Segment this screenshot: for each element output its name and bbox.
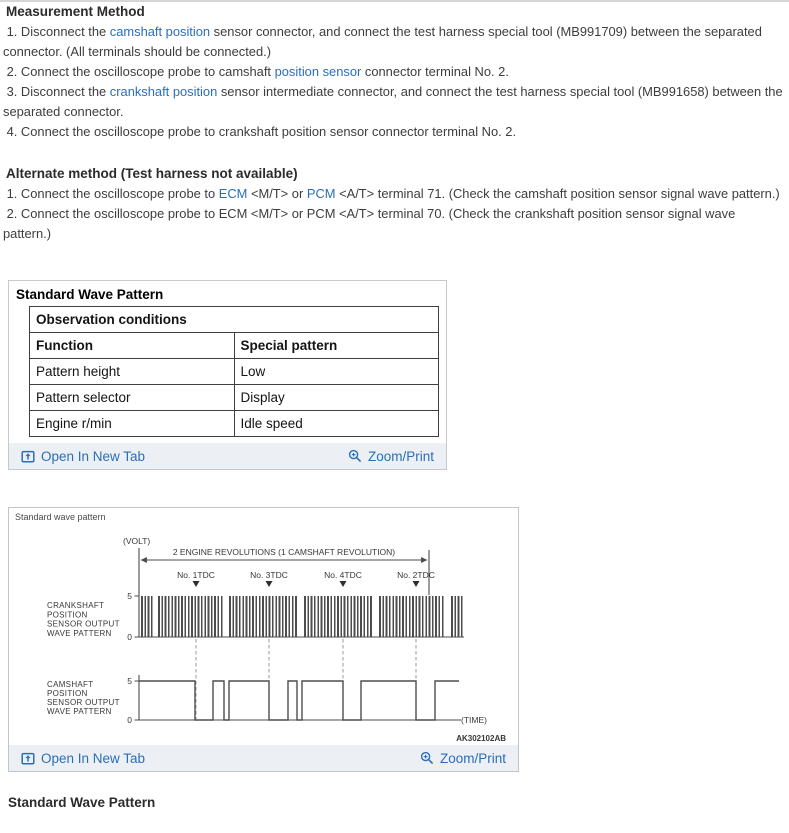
table-cell: Pattern height — [30, 359, 235, 385]
alternate-steps — [0, 184, 789, 244]
open-in-new-tab-link[interactable] — [21, 751, 145, 766]
measurement-steps — [0, 22, 789, 142]
step-paragraph — [0, 204, 783, 244]
svg-text:POSITION: POSITION — [47, 689, 88, 698]
figure-caption: Standard wave pattern — [15, 512, 106, 522]
step-paragraph — [0, 122, 783, 142]
svg-text:POSITION: POSITION — [47, 610, 88, 620]
observation-conditions-cell: Observation conditions — [30, 307, 439, 333]
figure-panel-footer — [9, 745, 518, 771]
svg-text:SENSOR OUTPUT: SENSOR OUTPUT — [47, 619, 120, 629]
step-text: 1. Connect the oscilloscope probe to — [3, 186, 219, 201]
inline-link[interactable]: camshaft position — [109, 24, 211, 39]
svg-text:AK302102AB: AK302102AB — [456, 734, 506, 743]
table-panel-footer — [9, 443, 446, 469]
heading-standard-wave-pattern: Standard Wave Pattern — [8, 795, 156, 810]
table-cell: Engine r/min — [30, 411, 235, 437]
svg-text:SENSOR OUTPUT: SENSOR OUTPUT — [47, 698, 120, 707]
step-text: sensor connector, and connect the test harness special tool (MB991709) between the separated connector. (All terminals should be connected.) — [3, 24, 766, 59]
waveform-diagram — [9, 508, 516, 745]
heading-alternate-method: Alternate method (Test harness not available) — [6, 166, 298, 181]
table-row — [30, 359, 439, 385]
step-text: 2. Connect the oscilloscope probe to ECM <M/T> or PCM <A/T> terminal 70. (Check the crankshaft position sensor signal wave pattern.) — [3, 206, 739, 241]
inline-link[interactable]: position sensor — [274, 64, 362, 79]
table-cell: Low — [234, 359, 439, 385]
svg-text:5: 5 — [127, 591, 132, 601]
zoom-magnifier-icon — [420, 751, 434, 765]
svg-text:No. 3TDC: No. 3TDC — [250, 570, 288, 580]
step-paragraph — [0, 82, 787, 122]
zoom-print-link[interactable] — [420, 751, 506, 766]
table-cell: Display — [234, 385, 439, 411]
svg-text:5: 5 — [127, 676, 132, 686]
step-text: <A/T> terminal 71. (Check the camshaft position sensor signal wave pattern.) — [335, 186, 780, 201]
svg-text:No. 4TDC: No. 4TDC — [324, 570, 362, 580]
step-paragraph — [0, 62, 783, 82]
step-text: 4. Connect the oscilloscope probe to crankshaft position sensor connector terminal No. 2. — [3, 124, 517, 139]
open-in-new-tab-icon — [21, 449, 35, 463]
standard-wave-pattern-table-panel — [8, 280, 447, 470]
svg-text:CAMSHAFT: CAMSHAFT — [47, 680, 94, 689]
observation-conditions-table — [29, 306, 439, 437]
svg-text:No. 2TDC: No. 2TDC — [397, 570, 435, 580]
open-in-new-tab-label: Open In New Tab — [41, 750, 146, 766]
zoom-magnifier-icon — [348, 449, 362, 463]
step-text: <M/T> or — [247, 186, 307, 201]
svg-text:CRANKSHAFT: CRANKSHAFT — [47, 601, 105, 610]
table-row — [30, 411, 439, 437]
svg-text:2 ENGINE REVOLUTIONS (1 CAMSHA: 2 ENGINE REVOLUTIONS (1 CAMSHAFT REVOLUTION) — [172, 547, 396, 557]
svg-text:(VOLT): (VOLT) — [123, 536, 151, 546]
inline-link[interactable]: PCM — [306, 186, 336, 201]
waveform-figure — [9, 508, 518, 745]
step-paragraph — [0, 184, 783, 204]
step-text: sensor intermediate connector, and connect the test harness special tool (MB991658) between the separated connector. — [3, 84, 787, 119]
svg-text:0: 0 — [127, 632, 132, 642]
step-text: 2. Connect the oscilloscope probe to camshaft — [3, 64, 275, 79]
table-cell: Pattern selector — [30, 385, 235, 411]
zoom-print-link[interactable] — [348, 449, 434, 464]
table-column-row — [30, 333, 439, 359]
table-header-row — [30, 307, 439, 333]
open-in-new-tab-label: Open In New Tab — [41, 448, 146, 464]
standard-wave-pattern-figure-panel — [8, 507, 519, 772]
svg-text:No. 1TDC: No. 1TDC — [177, 570, 215, 580]
table-row — [30, 385, 439, 411]
step-paragraph — [0, 22, 783, 62]
open-in-new-tab-icon — [21, 751, 35, 765]
inline-link[interactable]: crankshaft position — [109, 84, 218, 99]
inline-link[interactable]: ECM — [218, 186, 248, 201]
zoom-print-label: Zoom/Print — [367, 448, 434, 464]
open-in-new-tab-link[interactable] — [21, 449, 145, 464]
column-special-pattern: Special pattern — [234, 333, 439, 359]
zoom-print-label: Zoom/Print — [439, 750, 506, 766]
table-cell: Idle speed — [234, 411, 439, 437]
step-text: connector terminal No. 2. — [361, 64, 509, 79]
step-text: 1. Disconnect the — [3, 24, 110, 39]
svg-text:0: 0 — [127, 715, 132, 725]
table-panel-title: Standard Wave Pattern — [16, 287, 164, 302]
svg-text:(TIME): (TIME) — [461, 715, 487, 725]
column-function: Function — [30, 333, 235, 359]
heading-measurement-method: Measurement Method — [6, 4, 145, 19]
svg-text:WAVE PATTERN: WAVE PATTERN — [47, 628, 112, 638]
svg-text:WAVE PATTERN: WAVE PATTERN — [47, 707, 112, 716]
step-text: 3. Disconnect the — [3, 84, 110, 99]
